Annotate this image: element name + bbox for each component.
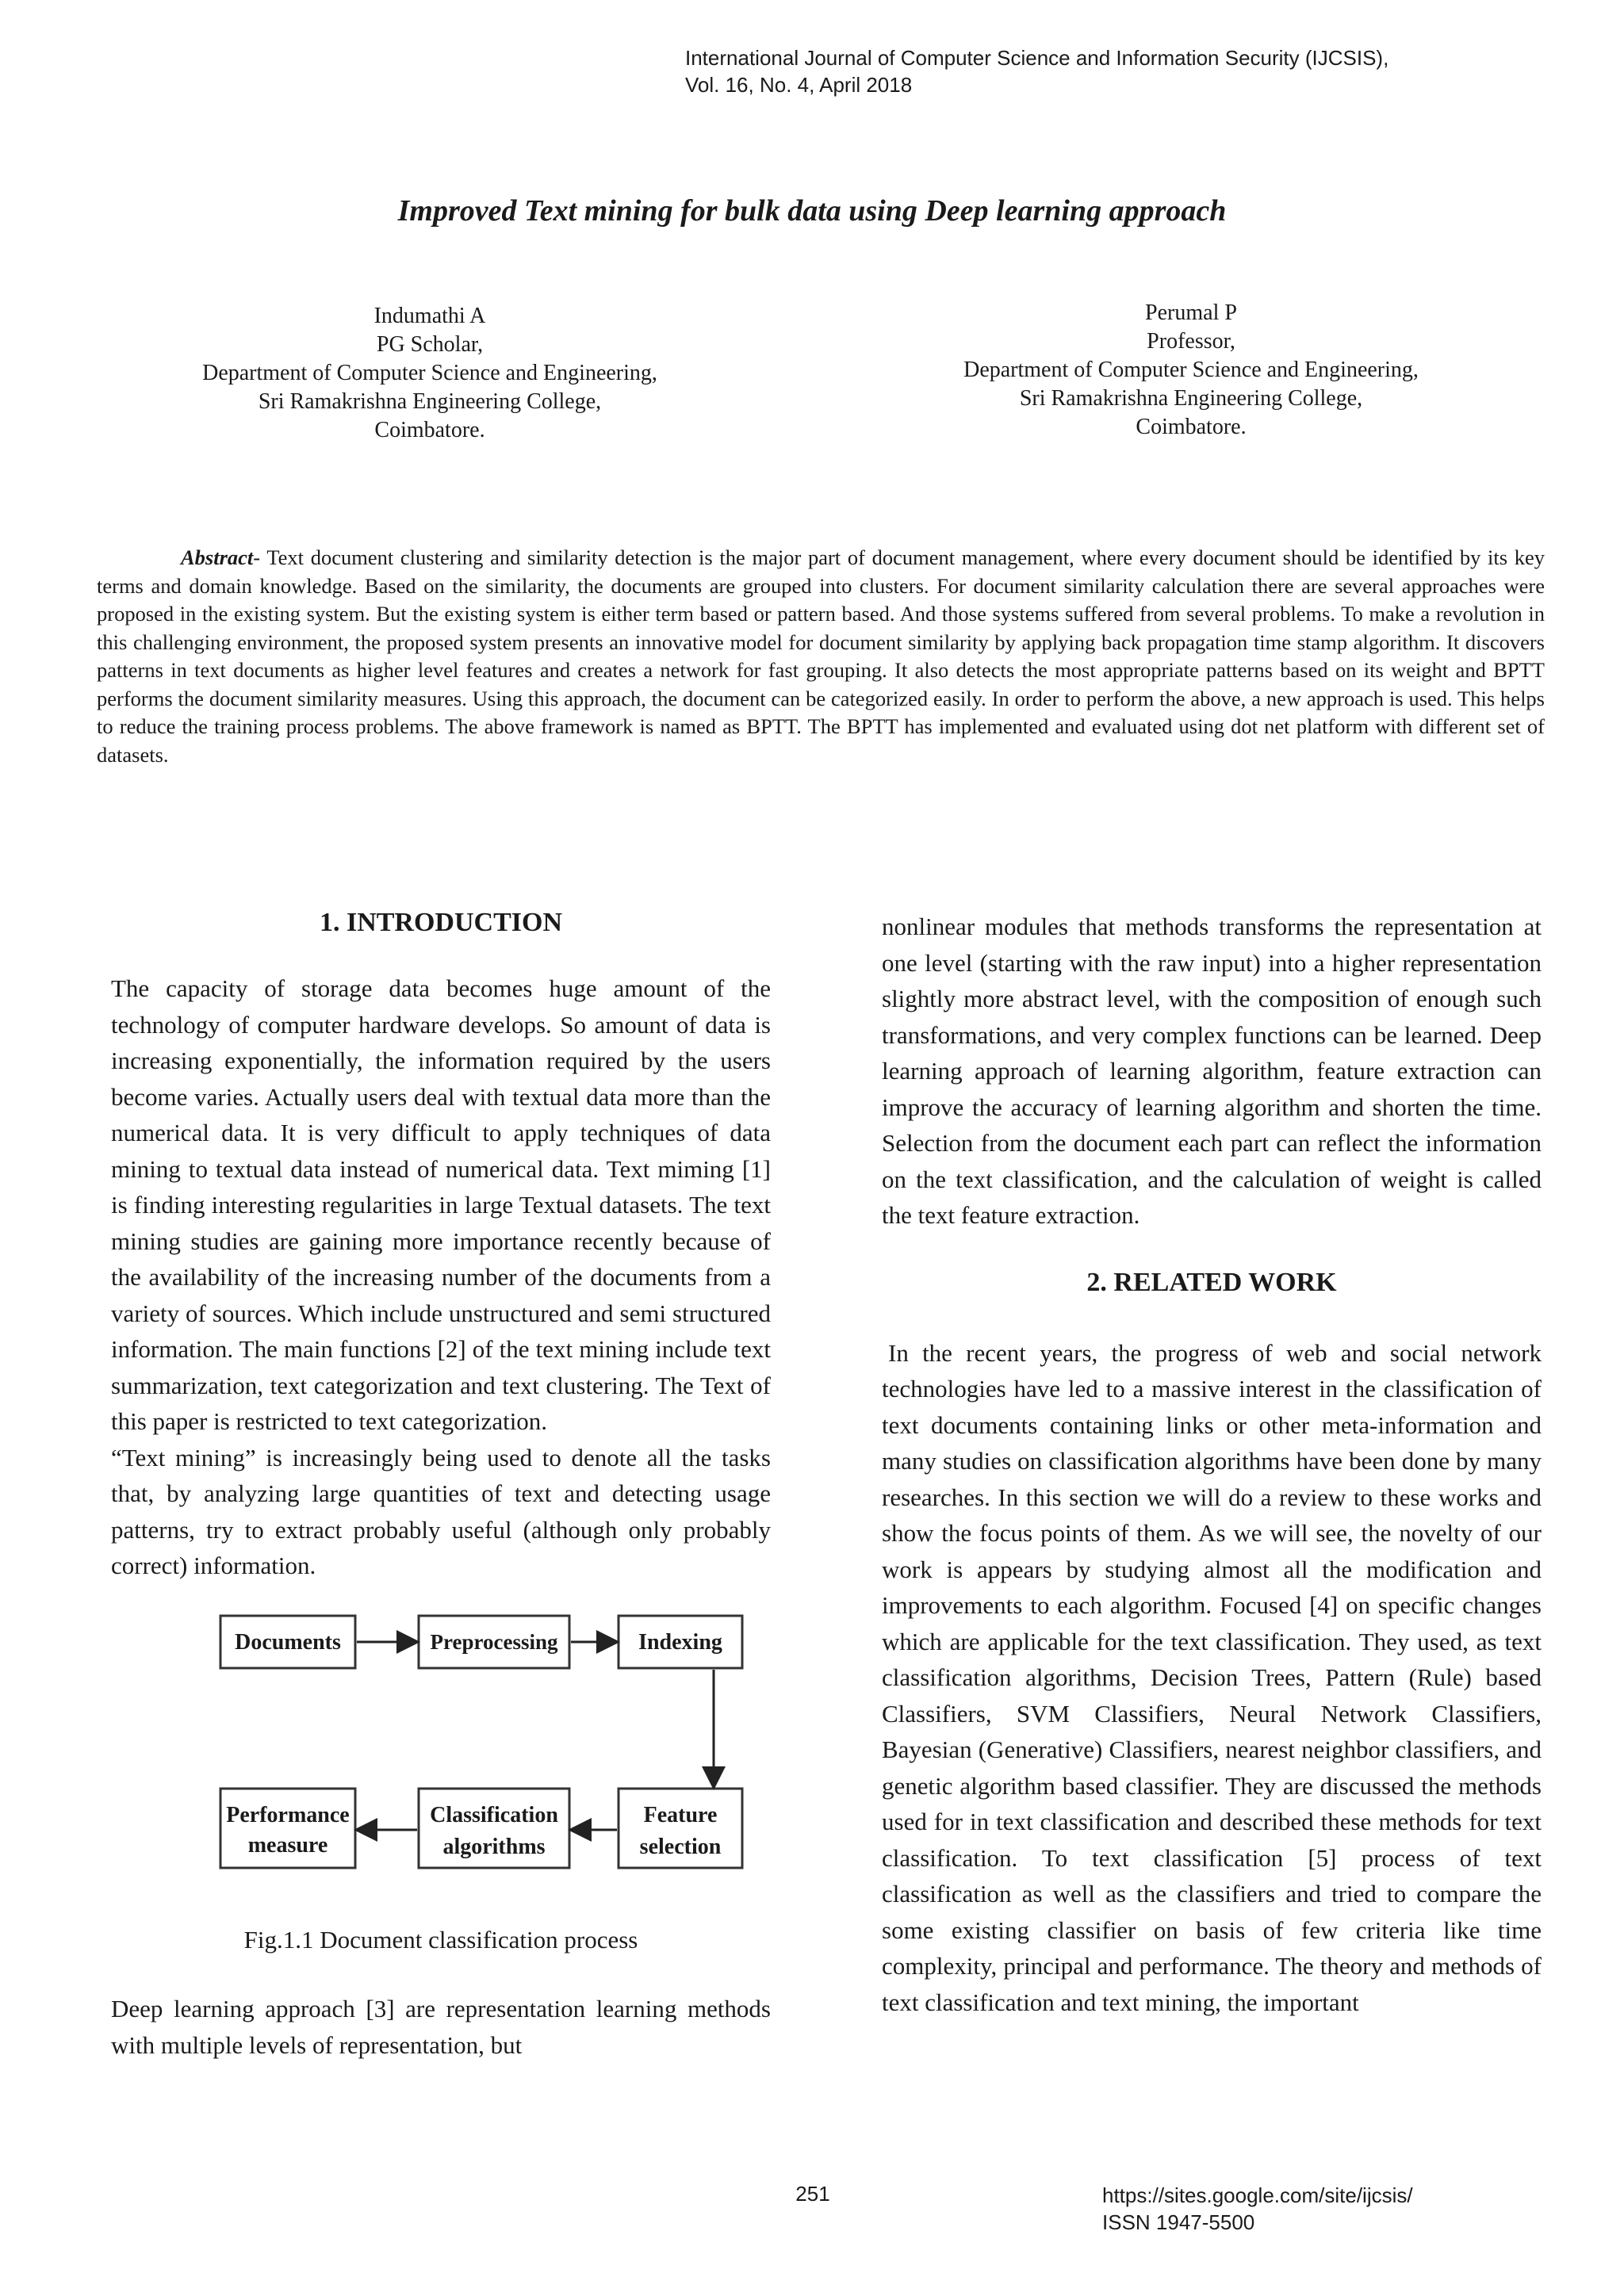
author-block-2: [826, 299, 1556, 442]
author-department: Department of Computer Science and Engineering,: [202, 361, 657, 385]
flow-diagram: [111, 1606, 771, 1892]
box-indexing-label: Indexing: [638, 1629, 722, 1655]
box-classification-label-1: Classification: [430, 1802, 558, 1827]
author-city: Coimbatore.: [1136, 415, 1247, 439]
section-heading-related-work: 2. RELATED WORK: [1086, 1267, 1337, 1297]
abstract: [97, 544, 1545, 769]
author-college: Sri Ramakrishna Engineering College,: [1019, 386, 1363, 411]
figure-caption: Fig.1.1 Document classification process: [243, 1925, 638, 1954]
author-department: Department of Computer Science and Engineering,: [963, 358, 1419, 382]
abstract-lead: Abstract: [181, 545, 254, 569]
author-name: Indumathi A: [373, 304, 486, 328]
author-role: PG Scholar,: [376, 332, 484, 357]
related-paragraph-1: In the recent years, the progress of web and social network technologies have led to a massive interest in the classification of text documents containing links or other meta-information and many studies on classification algorithms have been done by many researches. In this section we will do a review to these works and show the focus points of them. As we will see, the novelty of our work is appears by studying almost all the modification and improvements to each algorithm. Focused [4] on specific changes which are applicable for the text classification. They used, as text classification algorithms, Decision Trees, Pattern (Rule) based Classifiers, SVM Classifiers, Neural Network Classifiers, Bayesian (Generative) Classifiers, nearest neighbor classifiers, and genetic algorithm based classifier. They are discussed the methods used for in text classification and described these methods for text classification. To text classification [5] process of text classification as well as the classifiers and tried to compare the some existing classifier on basis of few criteria like time complexity, principal and performance. The theory and methods of text classification and text mining, the important: [882, 1338, 1542, 2016]
box-feature-label-1: Feature: [643, 1802, 718, 1827]
section-heading-introduction: 1. INTRODUCTION: [319, 908, 563, 937]
box-classification-label-2: algorithms: [442, 1834, 546, 1859]
journal-line-2: Vol. 16, No. 4, April 2018: [685, 73, 913, 97]
intro-paragraph-1: The capacity of storage data becomes huge amount of the technology of computer hardware develops. So amount of data is increasing exponentially, the information required by the users become varies. Actually users deal with textual data more than the numerical data. It is very difficult to apply techniques of data mining to textual data instead of numerical data. Text miming [1] is finding interesting regularities in large Textual datasets. The text mining studies are gaining more importance recently because of the availability of the increasing number of the documents from a variety of sources. Which include unstructured and semi structured information. The main functions [2] of the text mining include text summarization, text categorization and text clustering. The Text of this paper is restricted to text categorization.: [111, 974, 771, 1435]
right-column: [882, 909, 1542, 2020]
intro-paragraph-3: Deep learning approach [3] are representation learning methods with multiple levels of representation, but: [111, 1995, 771, 2059]
intro-paragraph-2: “Text mining” is increasingly being used to denote all the tasks that, by analyzing large quantities of text and detecting usage patterns, try to extract probably useful (although only probably correct) information.: [111, 1443, 771, 1579]
intro-paragraph-4: nonlinear modules that methods transforms the representation at one level (starting with the raw input) into a higher representation slightly more abstract level, with the composition of enough such transformations, and very complex functions can be learned. Deep learning approach of learning algorithm, feature extraction can improve the accuracy of learning algorithm and shorten the time. Selection from the document each part can reflect the information on the text classification, and the calculation of weight is called the text feature extraction.: [882, 913, 1542, 1229]
page-number: 251: [795, 2182, 830, 2206]
box-documents-label: Documents: [235, 1629, 341, 1655]
author-block-1: [65, 302, 795, 445]
figure-document-classification: [111, 1606, 771, 1892]
box-feature-label-2: selection: [639, 1834, 722, 1859]
box-preprocessing-label: Preprocessing: [430, 1629, 558, 1654]
footer-issn: ISSN 1947-5500: [1102, 2210, 1255, 2234]
author-role: Professor,: [1147, 329, 1235, 354]
journal-header: [685, 44, 1557, 98]
author-name: Perumal P: [1145, 300, 1237, 325]
author-college: Sri Ramakrishna Engineering College,: [258, 389, 602, 414]
left-column: [111, 905, 771, 2063]
paper-title: Improved Text mining for bulk data using Deep learning approach: [397, 194, 1227, 228]
author-city: Coimbatore.: [374, 418, 485, 442]
box-performance-label-2: measure: [247, 1832, 328, 1858]
footer-info: [1102, 2182, 1546, 2236]
footer-url: https://sites.google.com/site/ijcsis/: [1102, 2183, 1413, 2207]
journal-line-1: International Journal of Computer Science and Information Security (IJCSIS),: [685, 46, 1389, 70]
box-performance-label-1: Performance: [226, 1802, 350, 1827]
abstract-text: - Text document clustering and similarity detection is the major part of document management, where every document should be identified by its key terms and domain knowledge. Based on the similarity, the documents are grouped into clusters. For document similarity calculation there are several approaches were proposed in the existing system. But the existing system is either term based or pattern based. And those systems suffered from several problems. To make a revolution in this challenging environment, the proposed system presents an innovative model for document similarity by applying back propagation time stamp algorithm. It discovers patterns in text documents as higher level features and creates a network for fast grouping. It also detects the most appropriate patterns based on its weight and BPTT performs the document similarity measures. Using this approach, the document can be categorized easily. In order to perform the above, a new approach is used. This helps to reduce the training process problems. The above framework is named as BPTT. The BPTT has implemented and evaluated using dot net platform with different set of datasets.: [97, 545, 1545, 767]
